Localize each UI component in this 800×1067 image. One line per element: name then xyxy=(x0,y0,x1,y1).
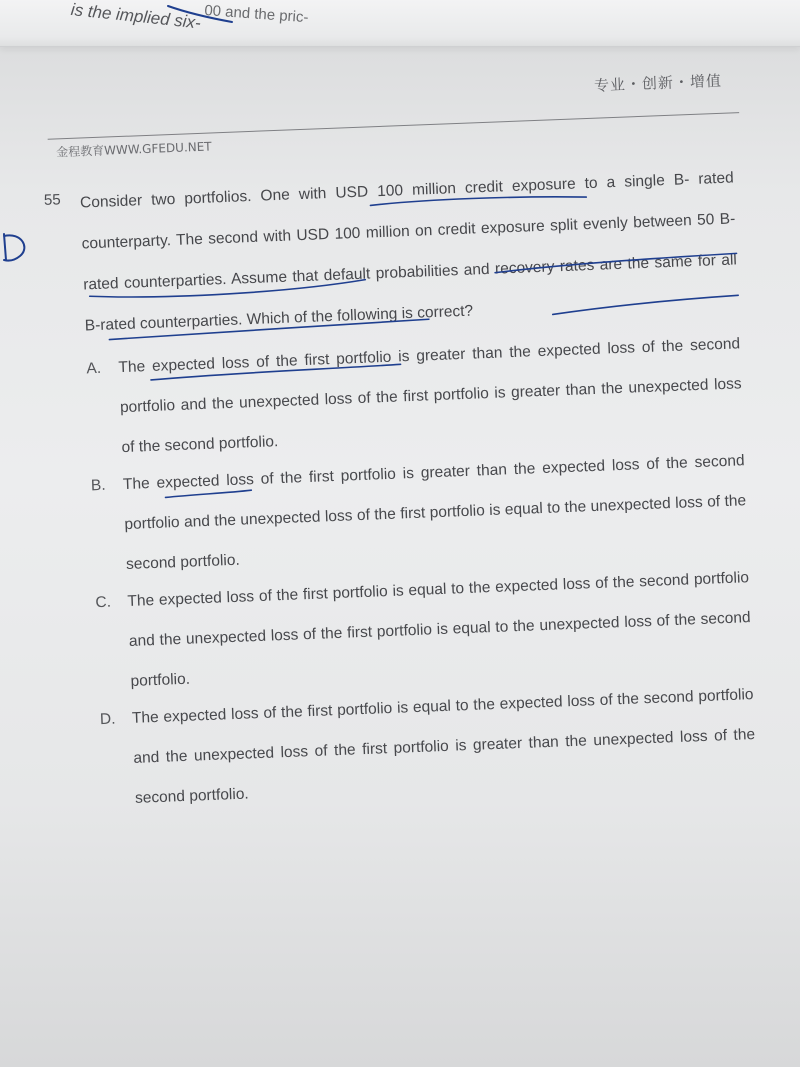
question-55 xyxy=(43,157,756,807)
previous-page-fragment-right: 00 and the pric- xyxy=(203,2,309,27)
option-text: The expected loss of the first portfolio is greater than the expected loss of the second portfolio and the unexpected loss of the first portfolio is greater than the unexpected loss of the second portfolio. xyxy=(118,335,742,457)
header-divider xyxy=(48,112,740,140)
option-text: The expected loss of the first portfolio is equal to the expected loss of the second portfolio and the unexpected loss of the first portfolio is greater than the unexpected loss of the second portfolio. xyxy=(131,686,756,807)
option-text: The expected loss of the first portfolio is greater than the expected loss of the second portfolio and the unexpected loss of the first portfolio is equal to the unexpected loss of the second portfolio. xyxy=(122,452,747,574)
option-letter: D. xyxy=(99,710,116,729)
option-letter: B. xyxy=(90,476,106,495)
header-brand: 金程教育WWW.GFEDU.NET xyxy=(55,139,212,160)
option-d xyxy=(99,675,757,820)
question-stem: Consider two portfolios. One with USD 100 million credit exposure to a single B- rated counterparty. The second with USD 100 million on credit exposure split evenly between 50 B- rated counterparties. Assume that default probabilities and recovery rates are the same for all B-rated counterparties. Which of the following is correct? xyxy=(79,169,738,335)
option-letter: A. xyxy=(86,359,102,378)
option-letter: C. xyxy=(95,593,112,612)
previous-page-edge xyxy=(0,0,800,47)
option-text: The expected loss of the first portfolio is equal to the expected loss of the second portfolio and the unexpected loss of the first portfolio is equal to the unexpected loss of the second portfolio. xyxy=(127,569,751,690)
previous-page-fragment-left: is the implied six- xyxy=(70,0,202,33)
page-content xyxy=(40,69,756,807)
header-slogan: 专业・创新・增值 xyxy=(593,71,723,95)
previous-page-ink-marks xyxy=(0,0,800,46)
document-page xyxy=(0,46,800,1067)
handwritten-answer-mark xyxy=(0,230,40,270)
question-number: 55 xyxy=(43,191,62,209)
